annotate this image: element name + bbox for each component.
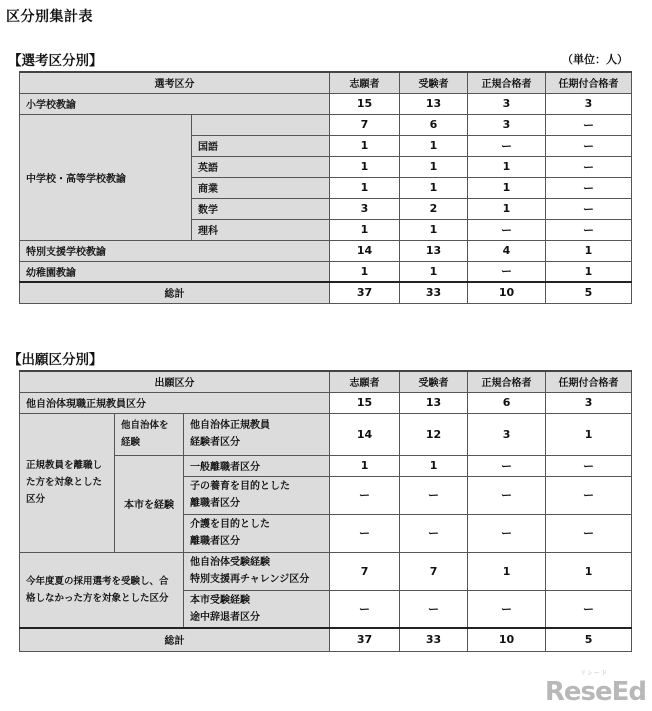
row-label (184, 413, 330, 455)
cell-value: 13 (400, 392, 468, 413)
cell-value: 1 (468, 156, 546, 177)
cell-value: 1 (400, 135, 468, 156)
cell-value: 6 (400, 114, 468, 135)
cell-value: ー (546, 156, 632, 177)
row-label: 一般離職者区分 (184, 455, 330, 476)
application-category-table (19, 370, 632, 652)
cell-value: ー (468, 455, 546, 476)
row-label (184, 590, 330, 628)
cell-value: 1 (400, 219, 468, 240)
watermark-logo (545, 668, 646, 707)
row-label-line: 特別支援再チャレンジ区分 (190, 574, 310, 585)
selection-category-table (19, 71, 632, 304)
row-label (184, 552, 330, 590)
row-label: 特別支援学校教諭 (20, 240, 330, 261)
row-label-line: 途中辞退者区分 (190, 611, 260, 623)
table-row (20, 261, 632, 282)
total-row (20, 628, 632, 651)
cell-value: 1 (546, 413, 632, 455)
total-value: 37 (330, 628, 400, 651)
cell-value: 1 (468, 552, 546, 590)
subject-label: 理科 (192, 219, 330, 240)
section-title-selection: 【選考区分別】 (8, 53, 103, 69)
table-row (20, 114, 632, 135)
total-value: 37 (330, 282, 400, 303)
table-row (20, 93, 632, 114)
cell-value: ー (330, 514, 400, 552)
cell-value: ー (546, 177, 632, 198)
row-label-line: 離職者区分 (190, 536, 240, 547)
header-regular-passed: 正規合格者 (468, 72, 546, 93)
table-row (20, 240, 632, 261)
cell-value: ー (468, 476, 546, 514)
header-fixed-term-passed: 任期付合格者 (546, 72, 632, 93)
cell-value: 7 (330, 114, 400, 135)
cell-value: 14 (330, 240, 400, 261)
cell-value: ー (400, 476, 468, 514)
total-label: 総計 (20, 282, 330, 303)
subject-label: 国語 (192, 135, 330, 156)
header-applicants: 志願者 (330, 72, 400, 93)
cell-value: 7 (400, 552, 468, 590)
cell-value: ー (546, 135, 632, 156)
row-label-line: 経験者区分 (190, 437, 240, 448)
cell-value: ー (546, 476, 632, 514)
cell-value: 13 (400, 240, 468, 261)
cell-value: 3 (546, 93, 632, 114)
cell-value: 3 (546, 392, 632, 413)
total-row (20, 282, 632, 303)
cell-value: ー (546, 590, 632, 628)
header-category: 選考区分 (20, 72, 330, 93)
watermark-text: ReseEd (544, 677, 646, 707)
cell-value: ー (546, 514, 632, 552)
cell-value: 1 (468, 198, 546, 219)
subject-label: 商業 (192, 177, 330, 198)
cell-value: ー (400, 514, 468, 552)
row-label-line: 他自治体受験経験 (190, 557, 270, 568)
row-label-line: 離職者区分 (190, 498, 240, 509)
header-examinees: 受験者 (400, 371, 468, 392)
cell-value: 3 (468, 413, 546, 455)
cell-value: ー (330, 476, 400, 514)
subject-label: 数学 (192, 198, 330, 219)
table-row (20, 552, 632, 590)
header-examinees: 受験者 (400, 72, 468, 93)
cell-value: 1 (330, 156, 400, 177)
cell-value: 7 (330, 552, 400, 590)
row-label (184, 514, 330, 552)
cell-value: 1 (546, 552, 632, 590)
group-label-summer-retry: 今年度夏の採用選考を受験し、合格しなかった方を対象とした区分 (20, 552, 184, 628)
cell-value: ー (468, 514, 546, 552)
cell-value: 1 (468, 177, 546, 198)
total-value: 10 (468, 282, 546, 303)
cell-value: 13 (400, 93, 468, 114)
cell-value: ー (468, 135, 546, 156)
header-applicants: 志願者 (330, 371, 400, 392)
cell-value: ー (546, 219, 632, 240)
cell-value: 1 (330, 455, 400, 476)
cell-value: 1 (400, 261, 468, 282)
cell-value: 1 (546, 261, 632, 282)
table-header-row (20, 371, 632, 392)
cell-value: 4 (468, 240, 546, 261)
cell-value: ー (546, 114, 632, 135)
row-label-line: 子の養育を目的とした (190, 481, 290, 492)
cell-value: ー (546, 455, 632, 476)
cell-value: 6 (468, 392, 546, 413)
header-regular-passed: 正規合格者 (468, 371, 546, 392)
total-value: 5 (546, 628, 632, 651)
total-label: 総計 (20, 628, 330, 651)
table-row (20, 413, 632, 455)
sublabel-this-city: 本市を経験 (115, 455, 184, 552)
row-label: 幼稚園教諭 (20, 261, 330, 282)
unit-label: （単位：人） (562, 53, 628, 66)
cell-value: 1 (330, 135, 400, 156)
row-label-line: 本市受験経験 (190, 594, 250, 606)
cell-value: 1 (400, 177, 468, 198)
row-sublabel-blank (192, 114, 330, 135)
cell-value: 12 (400, 413, 468, 455)
cell-value: 1 (400, 156, 468, 177)
row-label: 小学校教諭 (20, 93, 330, 114)
cell-value: ー (468, 219, 546, 240)
subject-label: 英語 (192, 156, 330, 177)
cell-value: 14 (330, 413, 400, 455)
total-value: 33 (400, 628, 468, 651)
total-value: 33 (400, 282, 468, 303)
row-label (184, 476, 330, 514)
row-label: 他自治体現職正規教員区分 (20, 392, 330, 413)
cell-value: 1 (546, 240, 632, 261)
cell-value: 1 (330, 177, 400, 198)
row-label: 中学校・高等学校教諭 (20, 114, 192, 240)
cell-value: 2 (400, 198, 468, 219)
cell-value: ー (468, 590, 546, 628)
group-label-former-teachers: 正規教員を離職した方を対象とした区分 (20, 413, 115, 552)
header-category: 出願区分 (20, 371, 330, 392)
cell-value: ー (400, 590, 468, 628)
section-title-application: 【出願区分別】 (8, 352, 103, 368)
cell-value: 15 (330, 93, 400, 114)
cell-value: 1 (330, 261, 400, 282)
table-row (20, 392, 632, 413)
header-fixed-term-passed: 任期付合格者 (546, 371, 632, 392)
page-title: 区分別集計表 (6, 9, 93, 25)
cell-value: ー (468, 261, 546, 282)
cell-value: ー (330, 590, 400, 628)
table-header-row (20, 72, 632, 93)
sublabel-other-municipality: 他自治体を経験 (115, 413, 184, 455)
cell-value: 1 (330, 219, 400, 240)
cell-value: 3 (330, 198, 400, 219)
cell-value: 15 (330, 392, 400, 413)
cell-value: 1 (400, 455, 468, 476)
row-label-line: 介護を目的とした (190, 519, 270, 530)
cell-value: 3 (468, 93, 546, 114)
row-label-line: 他自治体正規教員 (190, 420, 270, 431)
total-value: 5 (546, 282, 632, 303)
cell-value: ー (546, 198, 632, 219)
cell-value: 3 (468, 114, 546, 135)
total-value: 10 (468, 628, 546, 651)
watermark-ruby: リシード (579, 670, 608, 677)
